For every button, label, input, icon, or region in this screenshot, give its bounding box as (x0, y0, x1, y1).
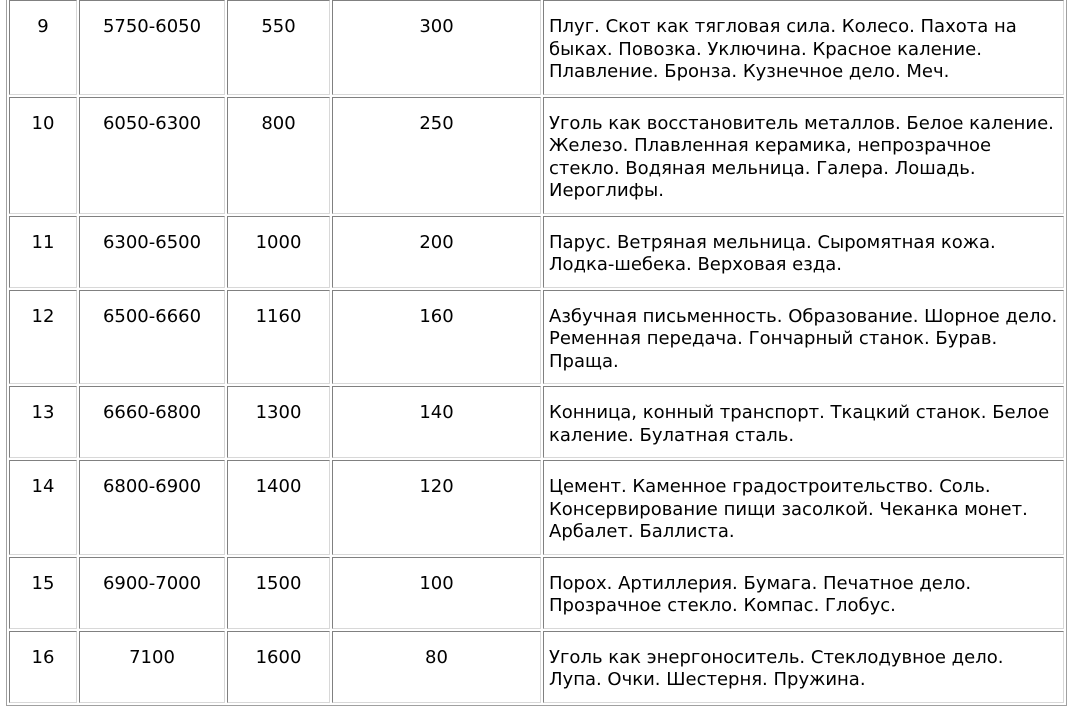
table-row (9, 386, 1064, 458)
year-range: 6500-6660 (79, 290, 225, 385)
value-a: 1400 (227, 460, 330, 555)
value-b: 120 (332, 460, 541, 555)
year-range: 7100 (79, 631, 225, 703)
value-a: 800 (227, 97, 330, 214)
value-a: 1000 (227, 216, 330, 288)
description: Уголь как восстановитель металлов. Белое каление. Железо. Плавленная керамика, непрозрачное стекло. Водяная мельница. Галера. Лошадь. Иероглифы. (543, 97, 1064, 214)
description: Конница, конный транспорт. Ткацкий станок. Белое каление. Булатная сталь. (543, 386, 1064, 458)
row-number: 9 (9, 0, 77, 95)
description: Азбучная письменность. Образование. Шорное дело. Ременная передача. Гончарный станок. Бурав. Праща. (543, 290, 1064, 385)
value-b: 80 (332, 631, 541, 703)
row-number: 13 (9, 386, 77, 458)
value-b: 160 (332, 290, 541, 385)
description: Уголь как энергоноситель. Стеклодувное дело. Лупа. Очки. Шестерня. Пружина. (543, 631, 1064, 703)
row-number: 14 (9, 460, 77, 555)
year-range: 6300-6500 (79, 216, 225, 288)
table-row (9, 460, 1064, 555)
table-container (6, 0, 1058, 690)
table-row (9, 631, 1064, 703)
value-b: 250 (332, 97, 541, 214)
value-b: 100 (332, 557, 541, 629)
value-a: 1600 (227, 631, 330, 703)
value-a: 550 (227, 0, 330, 95)
row-number: 15 (9, 557, 77, 629)
table-row (9, 0, 1064, 95)
value-a: 1160 (227, 290, 330, 385)
table-row (9, 290, 1064, 385)
row-number: 12 (9, 290, 77, 385)
description: Плуг. Скот как тягловая сила. Колесо. Пахота на быках. Повозка. Уключина. Красное каление. Плавление. Бронза. Кузнечное дело. Меч. (543, 0, 1064, 95)
row-number: 16 (9, 631, 77, 703)
table-row (9, 97, 1064, 214)
year-range: 6800-6900 (79, 460, 225, 555)
technology-table (6, 0, 1067, 706)
value-a: 1300 (227, 386, 330, 458)
row-number: 11 (9, 216, 77, 288)
description: Порох. Артиллерия. Бумага. Печатное дело. Прозрачное стекло. Компас. Глобус. (543, 557, 1064, 629)
year-range: 6660-6800 (79, 386, 225, 458)
row-number: 10 (9, 97, 77, 214)
year-range: 6900-7000 (79, 557, 225, 629)
year-range: 5750-6050 (79, 0, 225, 95)
table-row (9, 216, 1064, 288)
value-a: 1500 (227, 557, 330, 629)
year-range: 6050-6300 (79, 97, 225, 214)
description: Цемент. Каменное градостроительство. Соль. Консервирование пищи засолкой. Чеканка монет. Арбалет. Баллиста. (543, 460, 1064, 555)
description: Парус. Ветряная мельница. Сыромятная кожа. Лодка-шебека. Верховая езда. (543, 216, 1064, 288)
value-b: 300 (332, 0, 541, 95)
table-row (9, 557, 1064, 629)
value-b: 140 (332, 386, 541, 458)
value-b: 200 (332, 216, 541, 288)
